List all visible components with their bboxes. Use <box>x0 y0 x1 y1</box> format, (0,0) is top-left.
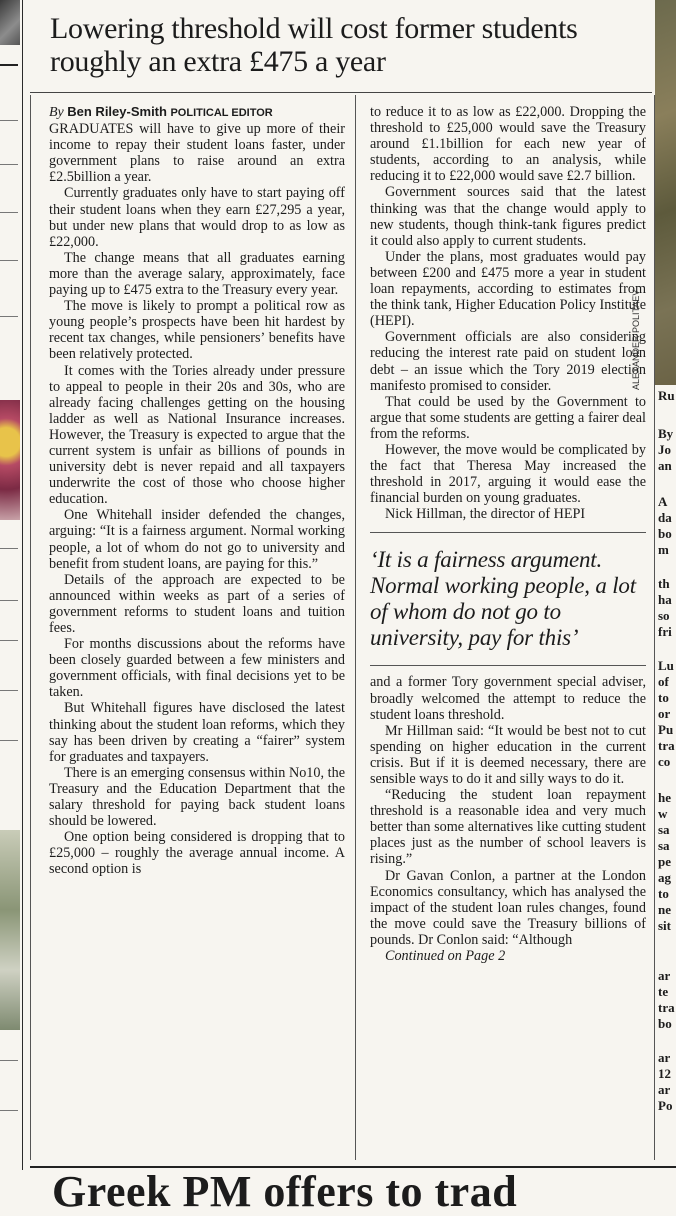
right-text-fragment: ha <box>658 592 672 607</box>
lead-paragraph <box>49 121 345 185</box>
right-text-fragment: bo <box>658 526 672 541</box>
pullquote-rule <box>370 665 646 666</box>
paragraph: Mr Hillman said: “It would be best not to cut spending on higher education in the current crisis. But if it is deemed necessary, there are sensible ways to do it and silly ways to do it. <box>370 722 646 787</box>
paragraph: One option being considered is dropping that to £25,000 – roughly the average annual income. A second option is <box>49 829 345 878</box>
left-rule <box>0 740 18 741</box>
right-text-fragment: By <box>658 426 674 441</box>
right-text-fragment: Pu <box>658 722 674 737</box>
right-text-fragment: an <box>658 458 672 473</box>
left-photo-2 <box>0 400 20 520</box>
paragraph: Currently graduates only have to start paying off their student loans when they earn £27,295 a year, but under new plans that would drop to as low as £22,000. <box>49 185 345 250</box>
byline <box>49 104 345 121</box>
left-rule <box>0 120 18 121</box>
right-text-fragment: m <box>658 542 669 557</box>
right-text-fragment: ne <box>658 902 671 917</box>
paragraph: Under the plans, most graduates would pay between £200 and £475 more a year in student loan repayments, according to estimates from the think tank, Higher Education Policy Institute (HEPI). <box>370 248 646 330</box>
right-text-fragment: to <box>658 690 669 705</box>
headline-rule <box>30 92 652 93</box>
right-text-fragment: th <box>658 576 670 591</box>
byline-role: POLITICAL EDITOR <box>170 107 273 119</box>
byline-by: By <box>49 105 64 120</box>
pull-quote: ‘It is a fairness argument. Normal working people, a lot of whom do not go to university, pay for this’ <box>370 547 636 651</box>
left-rule <box>0 1110 18 1111</box>
paragraph: Government sources said that the latest thinking was that the change would apply to new students, though think-tank figures predict it could also apply to current students. <box>370 184 646 249</box>
column-1-paragraphs <box>49 185 345 877</box>
article-headline: Lowering threshold will cost former students roughly an extra £475 a year <box>50 12 578 78</box>
left-rule <box>0 164 18 165</box>
left-rule <box>0 212 18 213</box>
paragraph: There is an emerging consensus within No10, the Treasury and the Education Department that the salary threshold for paying back student loans should be lowered. <box>49 764 345 830</box>
right-text-fragment: 12 <box>658 1066 671 1081</box>
lead-caps: GRADUATES <box>49 121 134 138</box>
left-rule <box>0 640 18 641</box>
right-text-fragment: ag <box>658 870 671 885</box>
left-rule <box>0 1060 18 1061</box>
column-2-top-paragraphs <box>370 184 646 522</box>
right-text-fragment: Ru <box>658 388 675 403</box>
paragraph: But Whitehall figures have disclosed the latest thinking about the student loan reforms, which they say has been driven by creating a “fairer” system for graduates and taxpayers. <box>49 700 345 765</box>
paragraph: Government officials are also considering reducing the interest rate paid on student loan debt – an issue which the Tory 2019 election manifesto promised to consider. <box>370 329 646 394</box>
left-photo-3 <box>0 830 20 1030</box>
paragraph: That could be used by the Government to argue that some students are getting a fairer deal from the reforms. <box>370 393 646 442</box>
paragraph: “Reducing the student loan repayment threshold is a reasonable idea and very much better than some alternatives like cutting student places just as the number of school leavers is rising.” <box>370 787 646 868</box>
left-rule <box>0 316 18 317</box>
right-text-fragment: tra <box>658 738 675 753</box>
right-text-fragment: or <box>658 706 671 721</box>
right-text-fragment: da <box>658 510 672 525</box>
left-rule <box>0 600 18 601</box>
left-rule <box>0 548 18 549</box>
paragraph: However, the move would be complicated by the fact that Theresa May increased the threshold in 2017, arguing it would ease the financial burden on young graduates. <box>370 441 646 507</box>
next-story-headline: Greek PM offers to trad <box>52 1167 518 1216</box>
paragraph: Nick Hillman, the director of HEPI <box>385 506 586 523</box>
photo-credit: ALEXANDER POLITAEV <box>631 289 641 390</box>
article-column-2 <box>370 104 646 964</box>
right-text-fragment: sa <box>658 838 670 853</box>
right-adjacent-column <box>655 0 676 1170</box>
column-rule <box>355 95 356 1160</box>
paragraph: The move is likely to prompt a political row as young people’s prospects have been hit hardest by recent tax changes, while pensioners’ benefits have been relatively protected. <box>49 298 345 363</box>
paragraph: One Whitehall insider defended the changes, arguing: “It is a fairness argument. Normal working people, a lot of whom do not go to university and benefit from student loans, are paying for this.” <box>49 507 345 572</box>
right-text-fragment: sa <box>658 822 670 837</box>
right-text-fragment: bo <box>658 1016 672 1031</box>
right-text-fragment: pe <box>658 854 671 869</box>
paragraph: It comes with the Tories already under pressure to appeal to people in their 20s and 30s, who are already facing challenges getting on the housing ladder as well as National Insurance increases. However, the Treasury is expected to argue that the current system is unfair as billions of pounds in university debt is never repaid and all taxpayers underwrite the cost of those who choose higher education. <box>49 362 345 508</box>
right-text-fragment: Lu <box>658 658 674 673</box>
left-rule <box>0 260 18 261</box>
right-text-fragment: to <box>658 886 669 901</box>
right-text-fragment: ar <box>658 1050 671 1065</box>
right-text-fragment: ar <box>658 968 671 983</box>
paragraph: and a former Tory government special adviser, broadly welcomed the attempt to reduce the student loans threshold. <box>370 674 646 723</box>
column-2-bottom-paragraphs <box>370 723 646 948</box>
paragraph: Dr Gavan Conlon, a partner at the London Economics consultancy, which has analysed the impact of the student loan rules changes, found the move could save the Treasury billions of pounds. Dr Conlon said: “Although <box>370 867 646 948</box>
right-text-fragment: co <box>658 754 671 769</box>
pullquote-rule <box>370 532 646 533</box>
right-text-fragment: w <box>658 806 668 821</box>
column-rule <box>30 95 31 1160</box>
right-text-fragment: te <box>658 984 669 999</box>
left-rule <box>0 690 18 691</box>
paragraph: Details of the approach are expected to be announced within weeks as part of a series of government reforms to student loans and tuition fees. <box>49 571 345 636</box>
right-text-fragment: A <box>658 494 668 509</box>
right-text-fragment: fri <box>658 624 672 639</box>
lead-text: will have to give up more of their income to repay their student loans faster, under government plans to raise around an extra £2.5billion a year. <box>49 121 345 186</box>
right-text-fragment: Jo <box>658 442 671 457</box>
right-text-fragment: tra <box>658 1000 675 1015</box>
paragraph: For months discussions about the reforms have been closely guarded between a few ministers and government officials, with final decisions yet to be taken. <box>49 636 345 701</box>
right-text-fragment: he <box>658 790 671 805</box>
left-adjacent-column <box>0 0 23 1170</box>
left-photo-1 <box>0 0 20 45</box>
column-rule <box>654 95 655 1160</box>
left-rule <box>0 64 18 66</box>
right-text-fragment: sit <box>658 918 671 933</box>
paragraph: The change means that all graduates earning more than the average salary, approximately, face paying up to £475 extra to the Treasury every year. <box>49 249 345 299</box>
right-photo <box>655 0 676 385</box>
paragraph: to reduce it to as low as £22,000. Dropping the threshold to £25,000 would save the Treasury around £1.1billion for each new year of students, according to an analysis, while reducing it to £22,000 would save £2.7 billion. <box>370 104 646 185</box>
continued-link[interactable]: Continued on Page 2 <box>385 948 506 965</box>
byline-author: Ben Riley-Smith <box>67 104 167 119</box>
right-text-fragment: Po <box>658 1098 673 1113</box>
right-text-fragment: ar <box>658 1082 671 1097</box>
article-column-1 <box>49 104 345 878</box>
right-text-fragment: of <box>658 674 669 689</box>
right-text-fragment: so <box>658 608 670 623</box>
